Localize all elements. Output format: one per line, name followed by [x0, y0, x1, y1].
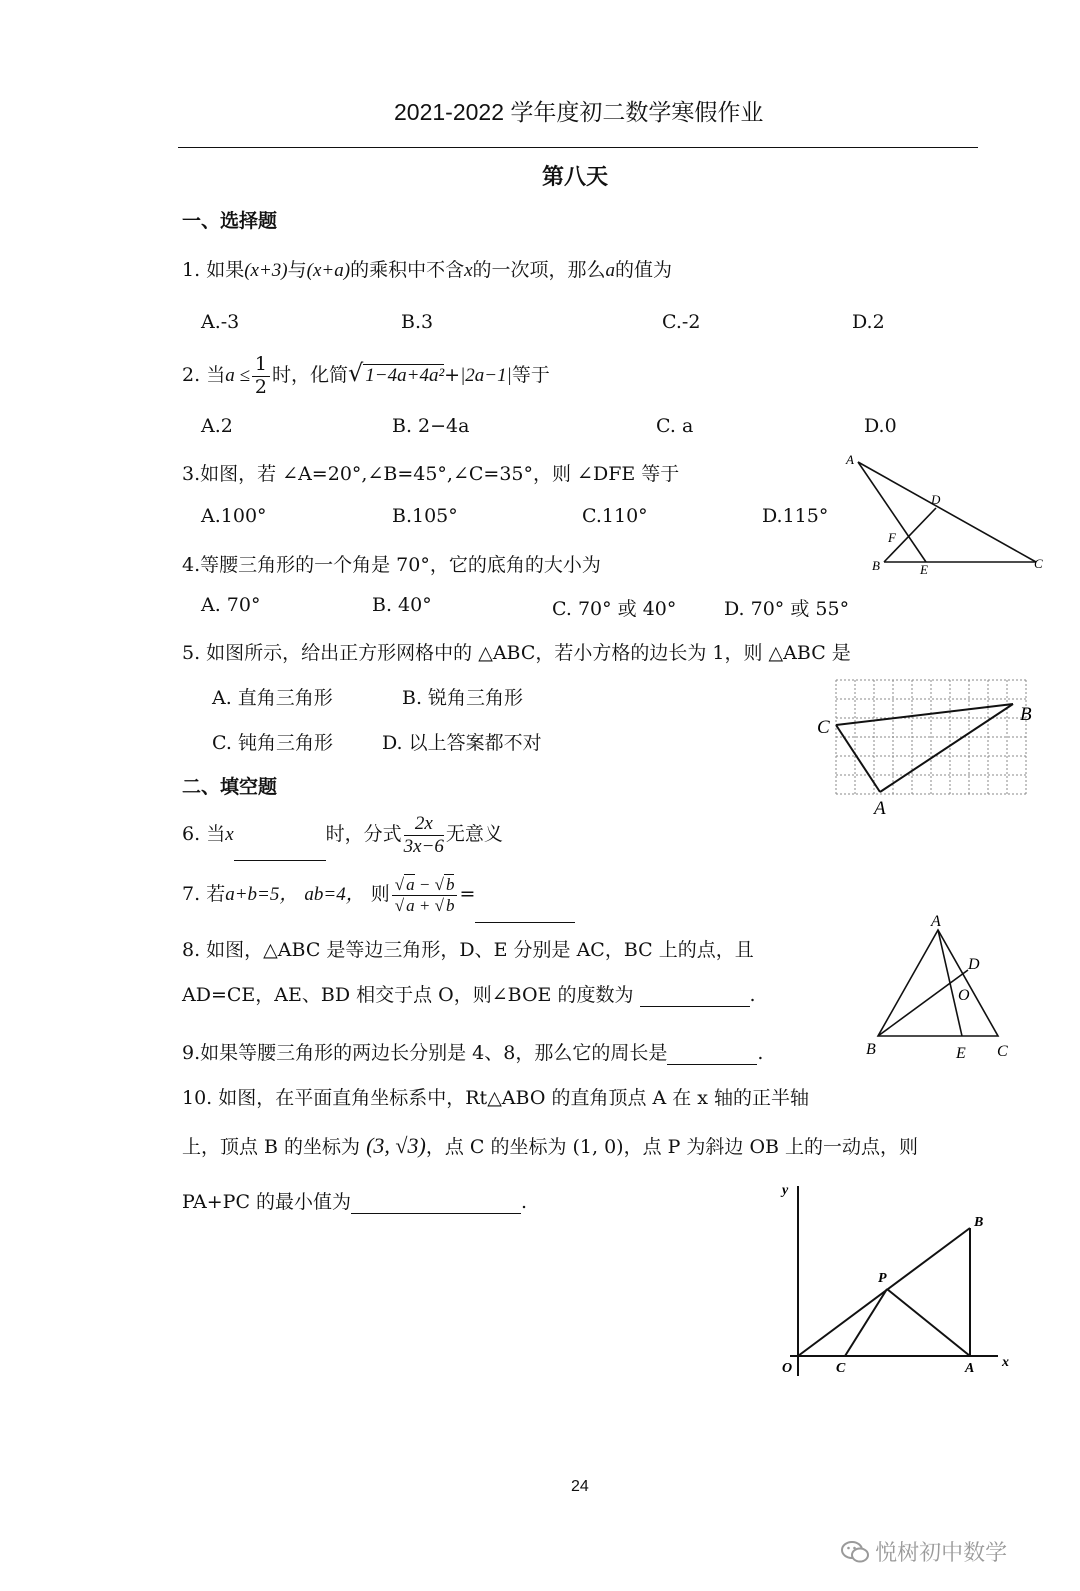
q2-text-a: 当	[206, 364, 226, 386]
q3-option-d: D.115°	[762, 505, 829, 527]
q1-expr2: (x+a)	[306, 260, 351, 281]
q7-text-b: 则	[370, 883, 390, 905]
q2-number: 2.	[182, 364, 201, 386]
q9-text: 9.如果等腰三角形的两边长分别是 4、8，那么它的周长是	[182, 1042, 668, 1064]
watermark-text: 悦树初中数学	[875, 1541, 1008, 1566]
q5-option-a: A. 直角三角形	[212, 687, 333, 709]
q5-side-ca	[836, 725, 880, 792]
q10-label-c: C	[836, 1361, 846, 1376]
question-9	[182, 1038, 763, 1065]
q3-label-a: A	[846, 452, 854, 467]
q3-label-c: C	[1034, 556, 1043, 571]
q4-option-a: A. 70°	[201, 594, 261, 616]
sqrt-icon: √	[348, 359, 364, 387]
question-8-line1: 8. 如图，△ABC 是等边三角形，D、E 分别是 AC，BC 上的点，且	[182, 939, 754, 961]
q1-option-c: C.-2	[662, 311, 701, 333]
q1-number: 1.	[182, 259, 201, 281]
q3-option-b: B.105°	[392, 505, 458, 527]
q6-fraction	[404, 813, 444, 858]
q3-figure	[838, 450, 1053, 580]
q2-option-a: A.2	[201, 415, 233, 437]
watermark	[840, 1536, 1007, 1567]
q5-option-c: C. 钝角三角形	[212, 732, 333, 754]
q8-text: AD=CE，AE、BD 相交于点 O，则∠BOE 的度数为	[182, 984, 634, 1006]
q1-text-a: 如果	[206, 259, 245, 281]
question-6	[182, 808, 503, 861]
q10-coord-b: (3, √3)	[366, 1133, 426, 1158]
q7-eq1: a+b=5，	[225, 884, 299, 905]
q8-label-c: C	[997, 1043, 1008, 1060]
q3-option-a: A.100°	[201, 505, 267, 527]
q10-segment-pa	[887, 1289, 970, 1356]
q10-label-b: B	[974, 1215, 984, 1230]
question-3: 3.如图，若 ∠A=20°,∠B=45°,∠C=35°，则 ∠DFE 等于	[182, 463, 680, 485]
q4-option-c: C. 70° 或 40°	[552, 598, 677, 620]
q1-option-b: B.3	[401, 311, 434, 333]
q5-label-a: A	[874, 798, 886, 819]
q2-text-c: 等于	[511, 364, 550, 386]
q6-answer-blank[interactable]	[234, 808, 326, 861]
q10-label-x: x	[1002, 1355, 1009, 1370]
q3-option-c: C.110°	[582, 505, 648, 527]
q1-text-c: 的乘积中不含	[350, 259, 465, 281]
header-rule	[178, 147, 978, 148]
q8-end: .	[749, 984, 756, 1006]
q10-label-y: y	[782, 1183, 789, 1198]
q10-label-a: A	[965, 1361, 975, 1376]
q1-expr1: (x+3)	[244, 260, 288, 281]
section-fill-title: 二、填空题	[182, 776, 278, 798]
q1-text-d: 的一次项，那么	[472, 259, 606, 281]
q7-fraction	[392, 875, 458, 915]
q7-num-b: b	[445, 874, 455, 894]
q6-var: x	[225, 824, 234, 845]
q5-label-c: C	[817, 717, 830, 738]
question-10-line3	[182, 1187, 527, 1214]
q5-grid-figure	[808, 672, 1048, 820]
q2-cond: a ≤	[225, 365, 250, 386]
q9-answer-blank[interactable]	[667, 1042, 757, 1065]
q1-var-a: a	[605, 260, 616, 281]
q9-end: .	[757, 1042, 764, 1064]
q10-text-a: 上，顶点 B 的坐标为	[182, 1136, 361, 1158]
q7-text-a: 若	[206, 883, 226, 905]
q7-den-a: a	[406, 895, 415, 915]
sqrt-icon: √	[394, 895, 405, 915]
question-2	[182, 347, 550, 402]
q2-fraction	[252, 354, 270, 399]
q1-option-a: A.-3	[201, 311, 240, 333]
q10-end: .	[521, 1191, 528, 1213]
q6-frac-den: 3x−6	[403, 835, 444, 857]
q8-figure	[858, 908, 1028, 1068]
q5-grid	[836, 680, 1026, 794]
q6-text-a: 当	[206, 823, 226, 845]
header-title: 2021-2022 学年度初二数学寒假作业	[394, 99, 764, 125]
q7-frac-den	[392, 896, 458, 916]
question-4: 4.等腰三角形的一个角是 70°，它的底角的大小为	[182, 554, 601, 576]
q3-line-ae	[858, 462, 926, 562]
sqrt-icon: √	[434, 874, 444, 894]
q6-text-c: 无意义	[445, 823, 503, 845]
question-5: 5. 如图所示，给出正方形网格中的 △ABC，若小方格的边长为 1，则 △ABC 是	[182, 642, 851, 664]
q7-eq2: ab=4，	[304, 884, 365, 905]
q8-label-a: A	[931, 913, 941, 930]
q2-plus: +	[444, 364, 461, 386]
question-7	[182, 866, 575, 923]
q2-option-c: C. a	[656, 415, 694, 437]
q8-label-o: O	[958, 987, 970, 1004]
q10-answer-blank[interactable]	[351, 1191, 521, 1214]
q10-text-c: PA+PC 的最小值为	[182, 1191, 352, 1213]
sqrt-icon: √	[434, 895, 444, 915]
q7-answer-blank[interactable]	[475, 866, 575, 923]
q2-frac-den: 2	[254, 375, 267, 398]
page-number: 24	[571, 1478, 589, 1495]
q7-frac-num	[392, 875, 458, 896]
day-title: 第八天	[542, 165, 609, 190]
q6-frac-num: 2x	[404, 813, 444, 836]
q2-abs-expr: |2a−1|	[460, 365, 512, 386]
q3-label-d: D	[931, 492, 941, 507]
q1-text-b: 与	[287, 259, 307, 281]
q8-label-e: E	[956, 1045, 966, 1062]
q4-option-b: B. 40°	[372, 594, 432, 616]
q5-label-b: B	[1020, 704, 1032, 725]
q3-label-e: E	[920, 562, 928, 577]
q8-label-b: B	[866, 1041, 876, 1058]
question-10-line1: 10. 如图，在平面直角坐标系中，Rt△ABO 的直角顶点 A 在 x 轴的正半轴	[182, 1087, 810, 1109]
question-8-line2	[182, 980, 756, 1007]
q7-num-a: a	[406, 874, 415, 894]
question-10-line2	[182, 1132, 918, 1159]
q2-frac-num: 1	[252, 354, 270, 377]
q2-option-d: D.0	[864, 415, 897, 437]
q10-label-o: O	[782, 1361, 793, 1376]
q8-label-d: D	[968, 956, 980, 973]
section-choice-title: 一、选择题	[182, 210, 278, 232]
q7-number: 7.	[182, 883, 201, 905]
q1-option-d: D.2	[852, 311, 885, 333]
q2-text-b: 时，化简	[271, 364, 348, 386]
q2-option-b: B. 2−4a	[392, 415, 470, 437]
q6-number: 6.	[182, 823, 201, 845]
q3-label-f: F	[888, 530, 896, 545]
q3-label-b: B	[872, 558, 880, 573]
q8-answer-blank[interactable]	[640, 984, 750, 1007]
q4-option-d: D. 70° 或 55°	[724, 598, 850, 620]
q2-radicand: 1−4a+4a²	[365, 365, 445, 386]
q3-line-ac	[858, 462, 1036, 562]
q7-eq: =	[459, 883, 476, 905]
q7-num-op: −	[418, 874, 431, 894]
q8-triangle-abc	[878, 930, 998, 1036]
q10-text-b: ，点 C 的坐标为 (1, 0)，点 P 为斜边 OB 上的一动点，则	[425, 1136, 919, 1158]
q5-option-d: D. 以上答案都不对	[382, 732, 542, 754]
sqrt-icon: √	[394, 874, 405, 894]
question-1	[182, 255, 672, 282]
q1-text-e: 的值为	[615, 259, 673, 281]
wechat-icon	[840, 1539, 870, 1565]
q5-option-b: B. 锐角三角形	[402, 687, 524, 709]
q7-den-b: b	[445, 895, 455, 915]
q6-text-b: 时，分式	[325, 823, 402, 845]
q10-coordinate-figure	[770, 1178, 1020, 1383]
q10-label-p: P	[878, 1271, 887, 1286]
q1-var-x: x	[464, 260, 473, 281]
q7-den-op: +	[418, 895, 431, 915]
q10-segment-pc	[845, 1289, 887, 1356]
